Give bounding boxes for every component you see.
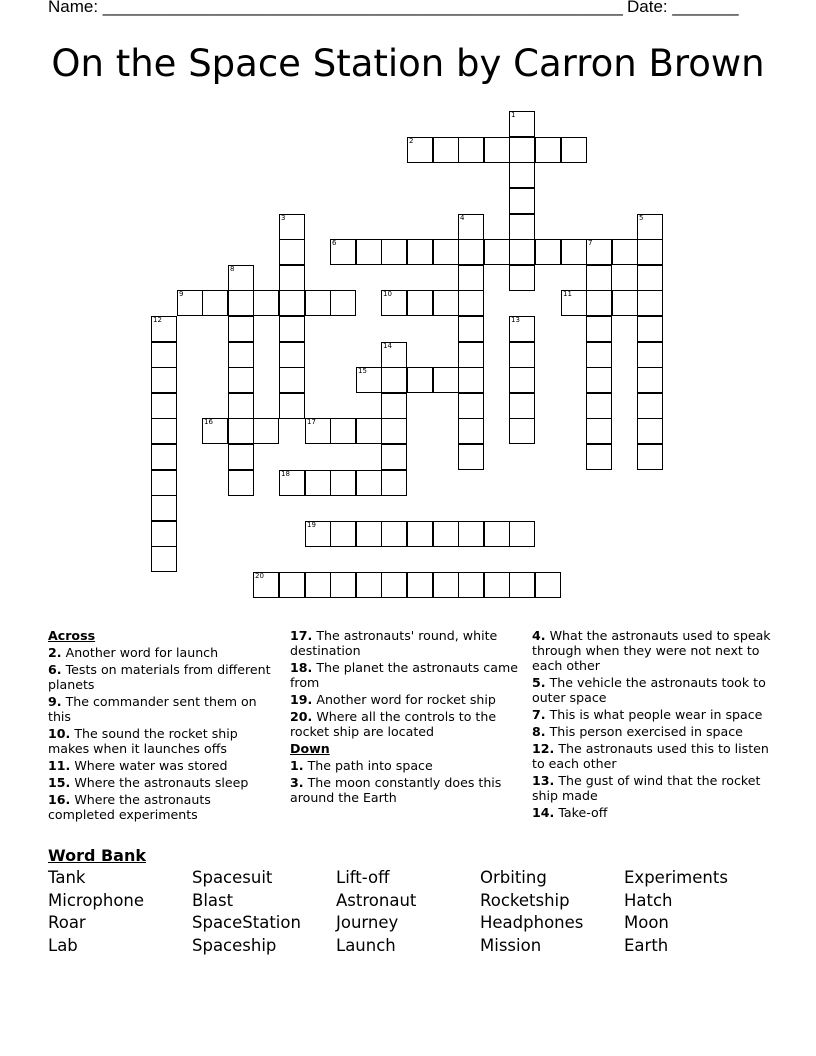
- grid-cell[interactable]: [279, 265, 305, 291]
- grid-cell[interactable]: [509, 367, 535, 393]
- grid-cell[interactable]: [586, 316, 612, 342]
- clue-down-5: 5. The vehicle the astronauts took to outer space: [532, 675, 766, 705]
- grid-cell[interactable]: [509, 111, 535, 137]
- grid-cell[interactable]: [151, 521, 177, 547]
- cell-number: 4: [460, 214, 465, 222]
- grid-cell[interactable]: [356, 572, 382, 598]
- word-bank-item: Journey: [336, 913, 399, 932]
- grid-cell[interactable]: [637, 265, 663, 291]
- grid-cell[interactable]: [253, 572, 279, 598]
- grid-cell[interactable]: [586, 342, 612, 368]
- down-heading: Down: [290, 741, 330, 756]
- grid-cell[interactable]: [407, 572, 433, 598]
- grid-cell[interactable]: [305, 470, 331, 496]
- clue-down-13: 13. The gust of wind that the rocket ship made: [532, 773, 761, 803]
- grid-cell[interactable]: [407, 367, 433, 393]
- grid-cell[interactable]: [381, 239, 407, 265]
- grid-cell[interactable]: [458, 214, 484, 240]
- grid-cell[interactable]: [458, 316, 484, 342]
- cell-number: 19: [307, 521, 316, 529]
- grid-cell[interactable]: [637, 393, 663, 419]
- grid-cell[interactable]: [458, 393, 484, 419]
- clue-across-18: 18. The planet the astronauts came from: [290, 660, 518, 690]
- clue-across-6: 6. Tests on materials from different planets: [48, 662, 271, 692]
- grid-cell[interactable]: [381, 521, 407, 547]
- grid-cell[interactable]: [356, 418, 382, 444]
- grid-cell[interactable]: [561, 290, 587, 316]
- word-bank-item: Tank: [48, 868, 86, 887]
- grid-cell[interactable]: [509, 137, 535, 163]
- clue-down-12: 12. The astronauts used this to listen to each other: [532, 741, 769, 771]
- clue-across-19: 19. Another word for rocket ship: [290, 692, 496, 707]
- grid-cell[interactable]: [151, 470, 177, 496]
- grid-cell[interactable]: [279, 239, 305, 265]
- word-bank-item: Launch: [336, 936, 396, 955]
- clue-column-3: [532, 628, 772, 822]
- grid-cell[interactable]: [458, 418, 484, 444]
- name-field-label[interactable]: Name: _______________________________________________________: [48, 0, 623, 16]
- across-heading: Across: [48, 628, 96, 643]
- grid-cell[interactable]: [458, 521, 484, 547]
- grid-cell[interactable]: [484, 239, 510, 265]
- grid-cell[interactable]: [612, 290, 638, 316]
- word-bank-item: Mission: [480, 936, 542, 955]
- grid-cell[interactable]: [356, 367, 382, 393]
- grid-cell[interactable]: [407, 290, 433, 316]
- clue-down-14: 14. Take-off: [532, 805, 608, 820]
- grid-cell[interactable]: [509, 162, 535, 188]
- grid-cell[interactable]: [509, 521, 535, 547]
- grid-cell[interactable]: [433, 137, 459, 163]
- grid-cell[interactable]: [637, 316, 663, 342]
- cell-number: 17: [307, 418, 316, 426]
- word-bank-title: Word Bank: [48, 846, 147, 865]
- clue-across-15: 15. Where the astronauts sleep: [48, 775, 249, 790]
- grid-cell[interactable]: [509, 316, 535, 342]
- grid-cell[interactable]: [586, 290, 612, 316]
- grid-cell[interactable]: [586, 444, 612, 470]
- grid-cell[interactable]: [458, 367, 484, 393]
- grid-cell[interactable]: [637, 367, 663, 393]
- grid-cell[interactable]: [637, 239, 663, 265]
- clue-across-17: 17. The astronauts' round, white destination: [290, 628, 498, 658]
- grid-cell[interactable]: [561, 239, 587, 265]
- cell-number: 7: [588, 239, 593, 247]
- grid-cell[interactable]: [484, 137, 510, 163]
- grid-cell[interactable]: [509, 572, 535, 598]
- word-bank-item: Blast: [192, 891, 234, 910]
- grid-cell[interactable]: [509, 188, 535, 214]
- grid-cell[interactable]: [356, 521, 382, 547]
- clue-across-16: 16. Where the astronauts completed experiments: [48, 792, 211, 822]
- cell-number: 10: [383, 290, 392, 298]
- grid-cell[interactable]: [279, 393, 305, 419]
- grid-cell[interactable]: [305, 572, 331, 598]
- word-bank-item: Spaceship: [192, 936, 277, 955]
- grid-cell[interactable]: [279, 342, 305, 368]
- grid-cell[interactable]: [637, 214, 663, 240]
- grid-cell[interactable]: [330, 418, 356, 444]
- grid-cell[interactable]: [253, 418, 279, 444]
- grid-cell[interactable]: [305, 521, 331, 547]
- word-bank-item: Astronaut: [336, 891, 417, 910]
- grid-cell[interactable]: [484, 521, 510, 547]
- grid-cell[interactable]: [228, 444, 254, 470]
- grid-cell[interactable]: [509, 342, 535, 368]
- cell-number: 8: [230, 265, 235, 273]
- word-bank-item: Experiments: [624, 868, 728, 887]
- grid-cell[interactable]: [228, 470, 254, 496]
- word-bank-item: SpaceStation: [192, 913, 301, 932]
- grid-cell[interactable]: [407, 137, 433, 163]
- grid-cell[interactable]: [535, 239, 561, 265]
- date-field-label[interactable]: Date: _______: [627, 0, 739, 16]
- grid-cell[interactable]: [330, 239, 356, 265]
- grid-cell[interactable]: [330, 470, 356, 496]
- cell-number: 9: [179, 290, 184, 298]
- clue-down-8: 8. This person exercised in space: [532, 724, 743, 739]
- cell-number: 18: [281, 470, 290, 478]
- grid-cell[interactable]: [458, 137, 484, 163]
- cell-number: 6: [332, 239, 337, 247]
- clue-down-7: 7. This is what people wear in space: [532, 707, 763, 722]
- grid-cell[interactable]: [433, 239, 459, 265]
- clue-column-1: [48, 628, 278, 824]
- clue-across-11: 11. Where water was stored: [48, 758, 228, 773]
- grid-cell[interactable]: [535, 572, 561, 598]
- grid-cell[interactable]: [151, 546, 177, 572]
- clue-across-2: 2. Another word for launch: [48, 645, 219, 660]
- cell-number: 2: [409, 137, 414, 145]
- grid-cell[interactable]: [228, 393, 254, 419]
- word-bank-item: Headphones: [480, 913, 584, 932]
- grid-cell[interactable]: [305, 418, 331, 444]
- word-bank-item: Spacesuit: [192, 868, 273, 887]
- grid-cell[interactable]: [202, 418, 228, 444]
- grid-cell[interactable]: [586, 239, 612, 265]
- grid-cell[interactable]: [330, 290, 356, 316]
- grid-cell[interactable]: [356, 239, 382, 265]
- grid-cell[interactable]: [586, 367, 612, 393]
- grid-cell[interactable]: [279, 470, 305, 496]
- grid-cell[interactable]: [458, 290, 484, 316]
- grid-cell[interactable]: [433, 290, 459, 316]
- grid-cell[interactable]: [509, 239, 535, 265]
- cell-number: 3: [281, 214, 286, 222]
- grid-cell[interactable]: [561, 137, 587, 163]
- cell-number: 14: [383, 342, 392, 350]
- grid-cell[interactable]: [509, 214, 535, 240]
- word-bank-item: Roar: [48, 913, 86, 932]
- grid-cell[interactable]: [637, 444, 663, 470]
- grid-cell[interactable]: [305, 290, 331, 316]
- grid-cell[interactable]: [381, 572, 407, 598]
- grid-cell[interactable]: [228, 316, 254, 342]
- grid-cell[interactable]: [381, 444, 407, 470]
- grid-cell[interactable]: [637, 342, 663, 368]
- grid-cell[interactable]: [458, 572, 484, 598]
- cell-number: 12: [153, 316, 162, 324]
- clue-down-4: 4. What the astronauts used to speak through when they were not next to each other: [532, 628, 771, 673]
- grid-cell[interactable]: [458, 265, 484, 291]
- grid-cell[interactable]: [433, 367, 459, 393]
- grid-cell[interactable]: [381, 342, 407, 368]
- grid-cell[interactable]: [433, 572, 459, 598]
- grid-cell[interactable]: [509, 393, 535, 419]
- grid-cell[interactable]: [535, 137, 561, 163]
- grid-cell[interactable]: [637, 290, 663, 316]
- grid-cell[interactable]: [612, 239, 638, 265]
- cell-number: 5: [639, 214, 644, 222]
- word-bank-item: Hatch: [624, 891, 673, 910]
- word-bank-item: Orbiting: [480, 868, 547, 887]
- grid-cell[interactable]: [151, 418, 177, 444]
- grid-cell[interactable]: [458, 342, 484, 368]
- grid-cell[interactable]: [356, 470, 382, 496]
- grid-cell[interactable]: [177, 290, 203, 316]
- grid-cell[interactable]: [381, 367, 407, 393]
- grid-cell[interactable]: [151, 342, 177, 368]
- grid-cell[interactable]: [228, 418, 254, 444]
- cell-number: 15: [358, 367, 367, 375]
- grid-cell[interactable]: [279, 290, 305, 316]
- grid-cell[interactable]: [509, 418, 535, 444]
- clue-down-1: 1. The path into space: [290, 758, 433, 773]
- grid-cell[interactable]: [228, 290, 254, 316]
- page-title: On the Space Station by Carron Brown: [51, 42, 765, 85]
- cell-number: 20: [255, 572, 264, 580]
- grid-cell[interactable]: [279, 367, 305, 393]
- grid-cell[interactable]: [407, 521, 433, 547]
- grid-cell[interactable]: [228, 265, 254, 291]
- grid-cell[interactable]: [586, 418, 612, 444]
- grid-cell[interactable]: [151, 316, 177, 342]
- word-bank-item: Lift-off: [336, 868, 390, 887]
- word-bank-item: Earth: [624, 936, 669, 955]
- grid-cell[interactable]: [381, 418, 407, 444]
- grid-cell[interactable]: [381, 393, 407, 419]
- cell-number: 16: [204, 418, 213, 426]
- grid-cell[interactable]: [228, 342, 254, 368]
- grid-cell[interactable]: [509, 265, 535, 291]
- word-bank-item: Lab: [48, 936, 78, 955]
- grid-cell[interactable]: [586, 393, 612, 419]
- clue-across-10: 10. The sound the rocket ship makes when it launches offs: [48, 726, 238, 756]
- cell-number: 13: [511, 316, 520, 324]
- grid-cell[interactable]: [586, 265, 612, 291]
- clue-column-2: [290, 628, 520, 807]
- grid-cell[interactable]: [458, 239, 484, 265]
- grid-cell[interactable]: [228, 367, 254, 393]
- grid-cell[interactable]: [279, 572, 305, 598]
- grid-cell[interactable]: [253, 290, 279, 316]
- grid-cell[interactable]: [279, 316, 305, 342]
- grid-cell[interactable]: [381, 290, 407, 316]
- grid-cell[interactable]: [202, 290, 228, 316]
- grid-cell[interactable]: [151, 444, 177, 470]
- clue-down-3: 3. The moon constantly does this around the Earth: [290, 775, 502, 805]
- word-bank-item: Moon: [624, 913, 669, 932]
- word-bank-item: Rocketship: [480, 891, 570, 910]
- grid-cell[interactable]: [458, 444, 484, 470]
- grid-cell[interactable]: [637, 418, 663, 444]
- word-bank-item: Microphone: [48, 891, 145, 910]
- cell-number: 1: [511, 111, 516, 119]
- grid-cell[interactable]: [279, 214, 305, 240]
- clue-across-20: 20. Where all the controls to the rocket ship are located: [290, 709, 497, 739]
- cell-number: 11: [563, 290, 572, 298]
- grid-cell[interactable]: [330, 521, 356, 547]
- grid-cell[interactable]: [433, 521, 459, 547]
- grid-cell[interactable]: [381, 470, 407, 496]
- grid-cell[interactable]: [151, 393, 177, 419]
- grid-cell[interactable]: [407, 239, 433, 265]
- grid-cell[interactable]: [151, 367, 177, 393]
- clue-across-9: 9. The commander sent them on this: [48, 694, 257, 724]
- grid-cell[interactable]: [151, 495, 177, 521]
- grid-cell[interactable]: [330, 572, 356, 598]
- grid-cell[interactable]: [484, 572, 510, 598]
